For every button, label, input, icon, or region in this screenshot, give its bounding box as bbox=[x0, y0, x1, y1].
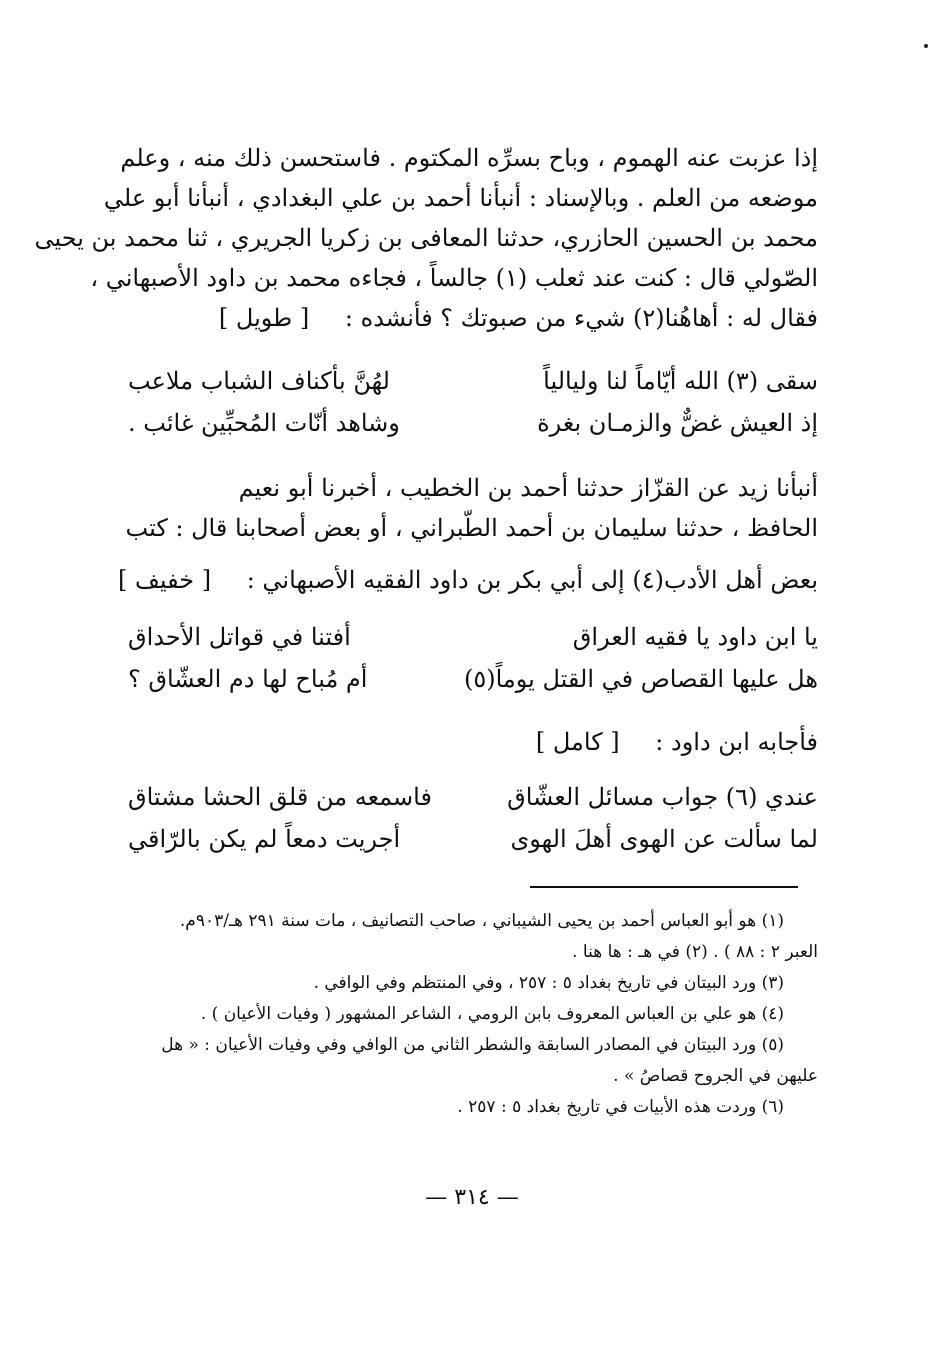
prose-line: الحافظ ، حدثنا سليمان بن أحمد الطّبراني ، أو بعض أصحابنا قال : كتب bbox=[125, 514, 818, 542]
footnote: عليهن في الجروح قصاصُ » . bbox=[613, 1066, 818, 1086]
footnote: (٦) وردت هذه الأبيات في تاريخ بغداد ٥ : ٢٥٧ . bbox=[457, 1097, 784, 1117]
verse-first-hemistich: هل عليها القصاص في القتل يوماً(٥) bbox=[463, 665, 818, 693]
verse-first-hemistich: لما سألت عن الهوى أهلَ الهوى bbox=[510, 825, 818, 853]
verse-intro-3 bbox=[128, 722, 818, 762]
verse-line bbox=[128, 616, 818, 658]
verse-line bbox=[128, 402, 818, 444]
verse-first-hemistich: يا ابن داود يا فقيه العراق bbox=[572, 623, 818, 651]
prose-paragraph-2 bbox=[125, 468, 818, 548]
verse-first-hemistich: سقى (٣) الله أيّاماً لنا وليالياً bbox=[543, 367, 818, 395]
verse-second-hemistich: أم مُباح لها دم العشّاق ؟ bbox=[128, 665, 368, 693]
intro-text: بعض أهل الأدب(٤) إلى أبي بكر بن داود الفقيه الأصبهاني : bbox=[246, 566, 818, 594]
meter-label: [ خفيف ] bbox=[118, 566, 212, 594]
intro-text: فقال له : أهاهُنا(٢) شيء من صبوتك ؟ فأنشده : bbox=[344, 304, 818, 332]
prose-line: موضعه من العلم . وبالإسناد : أنبأنا أحمد بن علي البغدادي ، أنبأنا أبو علي bbox=[103, 184, 818, 212]
verse-line bbox=[128, 776, 818, 818]
verse-intro-2 bbox=[118, 560, 818, 600]
verse-line bbox=[128, 658, 818, 700]
intro-text: فأجابه ابن داود : bbox=[655, 728, 818, 756]
verse-second-hemistich: فاسمعه من قلق الحشا مشتاق bbox=[128, 783, 432, 811]
verse-intro-1 bbox=[128, 298, 818, 338]
footnote: (٥) ورد البيتان في المصادر السابقة والشطر الثاني من الوافي وفي وفيات الأعيان : « هل bbox=[161, 1035, 784, 1055]
poem-2 bbox=[128, 616, 818, 700]
meter-label: [ طويل ] bbox=[218, 304, 310, 332]
verse-second-hemistich: وشاهد أنّات المُحبِّين غائب . bbox=[128, 409, 400, 437]
margin-dot bbox=[924, 44, 928, 48]
verse-second-hemistich: لهُنَّ بأكناف الشباب ملاعب bbox=[128, 367, 390, 395]
verse-second-hemistich: أفتنا في قواتل الأحداق bbox=[128, 623, 351, 651]
prose-paragraph-1 bbox=[34, 138, 818, 298]
footnotes bbox=[128, 906, 818, 1123]
poem-3 bbox=[128, 776, 818, 860]
poem-1 bbox=[128, 360, 818, 444]
meter-label: [ كامل ] bbox=[535, 728, 620, 756]
footnote: (١) هو أبو العباس أحمد بن يحيى الشيباني ، صاحب التصانيف ، مات سنة ٢٩١ هـ/٩٠٣م. bbox=[179, 911, 784, 931]
prose-line: إذا عزبت عنه الهموم ، وباح بسرِّه المكتوم . فاستحسن ذلك منه ، وعلم bbox=[120, 144, 818, 172]
verse-second-hemistich: أجريت دمعاً لم يكن بالرّاقي bbox=[128, 825, 401, 853]
footnote: العبر ٢ : ٨٨ ) . (٢) في هـ : ها هنا . bbox=[572, 942, 818, 962]
footnote: (٣) ورد البيتان في تاريخ بغداد ٥ : ٢٥٧ ، وفي المنتظم وفي الوافي . bbox=[313, 973, 784, 993]
page-number: — ٣١٤ — bbox=[425, 1185, 519, 1210]
verse-line bbox=[128, 818, 818, 860]
footnote-separator bbox=[530, 886, 798, 888]
footnote: (٤) هو علي بن العباس المعروف بابن الرومي ، الشاعر المشهور ( وفيات الأعيان ) . bbox=[200, 1004, 784, 1024]
prose-line: الصّولي قال : كنت عند ثعلب (١) جالساً ، فجاءه محمد بن داود الأصبهاني ، bbox=[90, 264, 818, 292]
prose-line: أنبأنا زيد عن القزّاز حدثنا أحمد بن الخطيب ، أخبرنا أبو نعيم bbox=[238, 474, 818, 502]
verse-line bbox=[128, 360, 818, 402]
verse-first-hemistich: عندي (٦) جواب مسائل العشّاق bbox=[507, 783, 818, 811]
verse-first-hemistich: إذ العيش غضٌّ والزمـان بغرة bbox=[537, 409, 818, 437]
prose-line: محمد بن الحسين الحازري، حدثنا المعافى بن زكريا الجريري ، ثنا محمد بن يحيى bbox=[34, 224, 818, 252]
